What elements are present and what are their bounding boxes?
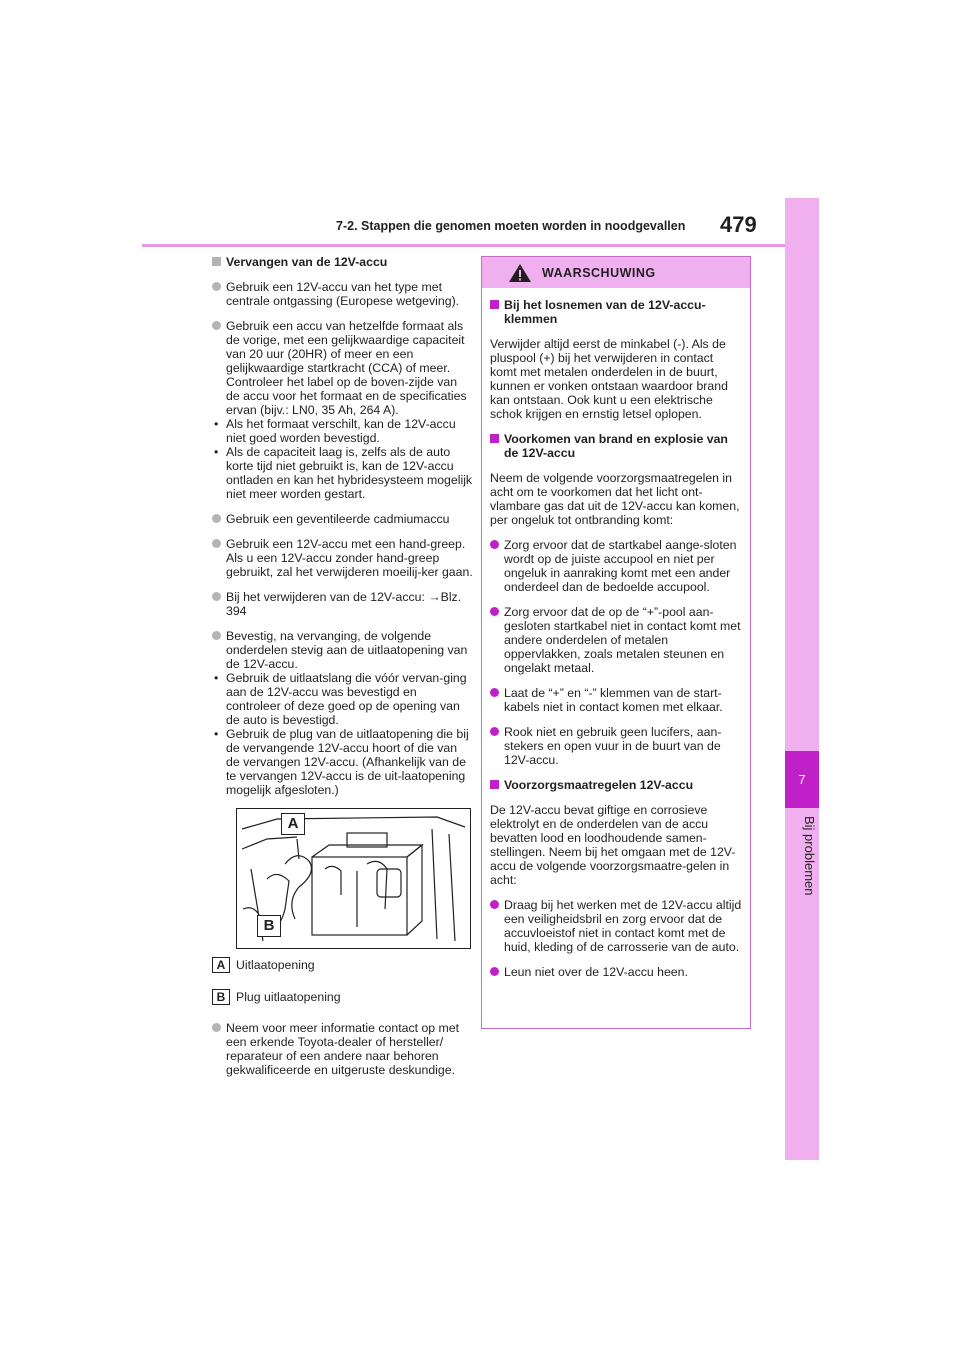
list-item: Zorg ervoor dat de op de “+”-pool aan-gesloten startkabel niet in contact komt met andere onderdelen of metalen oppervlakken, zoals metalen steunen en ongelakt metaal. (490, 605, 742, 675)
header-divider (142, 244, 785, 247)
bullet-icon (212, 592, 221, 601)
warning-paragraph: Neem de volgende voorzorgsmaatregelen in acht om te voorkomen dat het licht ont-vlambare gas dat uit de 12V-accu kan komen, per ongeluk tot ontbranding komt: (490, 471, 740, 527)
warning-heading: Voorkomen van brand en explosie van de 12V-accu (490, 432, 742, 460)
bullet-icon (212, 539, 221, 548)
list-item: Gebruik een geventileerde cadmiumaccu (212, 512, 474, 526)
bullet-icon (490, 900, 499, 909)
bullet-icon (212, 631, 221, 640)
list-item: Zorg ervoor dat de startkabel aange-sloten wordt op de juiste accupool en niet per ongeluk in aanraking komt met een ander onderdeel dan de bedoelde accupool. (490, 538, 742, 594)
warning-heading: Voorzorgsmaatregelen 12V-accu (490, 778, 742, 792)
list-item: Rook niet en gebruik geen lucifers, aan-stekers en open vuur in de buurt van de 12V-accu. (490, 725, 742, 767)
list-item: Gebruik een 12V-accu met een hand-greep. Als u een 12V-accu zonder hand-greep gebruikt, zal het verwijderen moeilij-ker gaan. (212, 537, 474, 579)
list-item: Bevestig, na vervanging, de volgende onderdelen stevig aan de uitlaatopening van de 12V-accu. (212, 629, 474, 671)
bullet-icon (490, 967, 499, 976)
list-item: Draag bij het werken met de 12V-accu altijd een veiligheidsbril en zorg ervoor dat de accuvloeistof niet in contact komt met de huid, kleding of de carrosserie van de auto. (490, 898, 742, 954)
battery-illustration (236, 808, 471, 949)
callout-a: A (281, 813, 305, 835)
chapter-title: Bij problemen (802, 816, 817, 896)
bullet-icon (490, 607, 499, 616)
legend-marker-b: B (212, 989, 230, 1005)
section-title: 7-2. Stappen die genomen moeten worden in noodgevallen (336, 219, 686, 233)
sub-list-item: • Gebruik de uitlaatslang die vóór vervan-ging aan de 12V-accu was bevestigd en controleer of deze goed op de opening van de auto is bevestigd. (214, 671, 467, 727)
sub-list-item: • Gebruik de plug van de uitlaatopening die bij de vervangende 12V-accu hoort of die van de vervangen 12V-accu. (Afhankelijk van de te vervangen 12V-accu is de uit-laatopening mogelijk afgesloten.) (214, 727, 469, 797)
legend-item-b: B Plug uitlaatopening (212, 989, 474, 1005)
sub-list (212, 417, 474, 501)
legend-marker-a: A (212, 957, 230, 973)
warning-box (481, 256, 751, 1029)
warning-header (482, 257, 750, 288)
chapter-number: 7 (785, 751, 819, 808)
left-column (212, 255, 474, 1088)
bullet-icon (490, 727, 499, 736)
legend-item-a: A Uitlaatopening (212, 957, 474, 973)
warning-title: WAARSCHUWING (542, 265, 656, 280)
bullet-icon (212, 282, 221, 291)
bullet-icon (490, 688, 499, 697)
bullet-icon (212, 321, 221, 330)
page-number: 479 (720, 212, 757, 237)
list-item: Bij het verwijderen van de 12V-accu: →Blz. 394 (212, 590, 474, 618)
list-item: Laat de “+” en “-” klemmen van de start-kabels niet in contact komen met elkaar. (490, 686, 742, 714)
list-item: Leun niet over de 12V-accu heen. (490, 965, 742, 979)
list-item: Gebruik een accu van hetzelfde formaat als de vorige, met een gelijkwaardige capaciteit van 20 uur (20HR) of meer en een gelijkwaardige startkracht (CCA) of meer. Controleer het label op de boven-zijde van de accu voor het formaat en de specificaties ervan (bijv.: LN0, 35 Ah, 264 A). (212, 319, 474, 417)
bullet-icon (212, 1023, 221, 1032)
warning-paragraph: Verwijder altijd eerst de minkabel (-). Als de pluspool (+) bij het verwijderen in contact komt met metalen onderdelen in de buurt, kunnen er vonken ontstaan waardoor brand kan ontstaan. Ook kunt u een elektrische schok krijgen en ernstig letsel oplopen. (490, 337, 728, 421)
list-item: Neem voor meer informatie contact op met een erkende Toyota-dealer of hersteller/ reparateur of een andere naar behoren gekwalificeerde en uitgeruste deskundige. (212, 1021, 474, 1077)
callout-b: B (257, 915, 281, 937)
bullet-icon (212, 514, 221, 523)
sub-list-item: • Als het formaat verschilt, kan de 12V-accu niet goed worden bevestigd. (214, 417, 456, 445)
bullet-icon (490, 540, 499, 549)
sub-list (212, 671, 474, 797)
list-item: Gebruik een 12V-accu van het type met centrale ontgassing (Europese wetgeving). (212, 280, 474, 308)
sub-list-item: • Als de capaciteit laag is, zelfs als de auto korte tijd niet gebruikt is, kan de 12V-accu ontladen en kan het hybridesysteem mogelijk niet meer worden gestart. (214, 445, 473, 501)
warning-triangle-icon (508, 263, 532, 283)
warning-body (482, 288, 750, 979)
chapter-side-tab (785, 198, 819, 1160)
warning-paragraph: De 12V-accu bevat giftige en corrosieve elektrolyt en de onderdelen van de accu bevatten lood en loodhoudende samen-stellingen. Neem bij het omgaan met de 12V-accu de volgende voorzorgsmaatre-gelen in acht: (490, 803, 736, 887)
warning-heading: Bij het losnemen van de 12V-accu-klemmen (490, 298, 742, 326)
section-heading: Vervangen van de 12V-accu (212, 255, 474, 269)
